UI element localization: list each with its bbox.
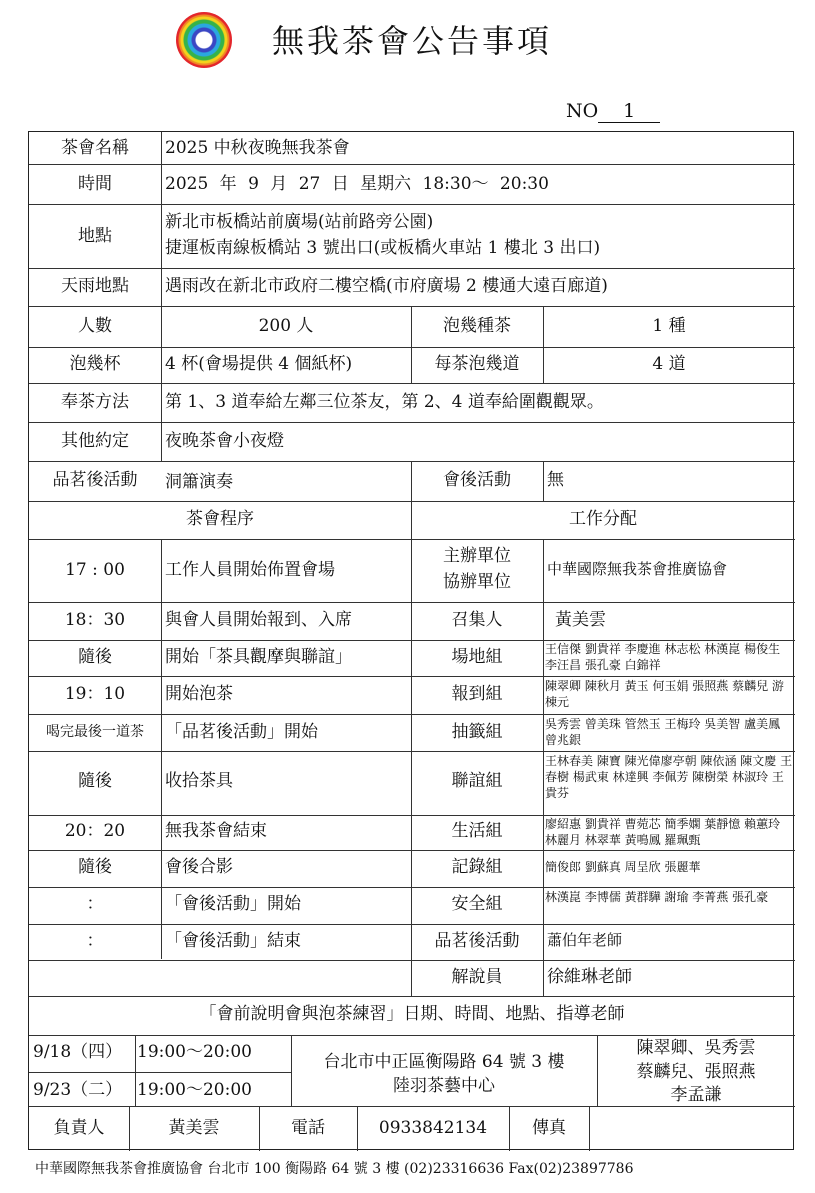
work-members: 徐維琳老師 (547, 967, 632, 987)
work-members: 陳翠卿 陳秋月 黃玉 何玉娟 張照燕 蔡麟兒 游棟元 (545, 679, 784, 710)
briefing-location-2: 陸羽茶藝中心 (393, 1076, 495, 1096)
program-item: 與會人員開始報到、入席 (165, 610, 352, 630)
tea-meeting-name: 2025 中秋夜晚無我茶會 (165, 138, 350, 158)
work-role: 安全組 (451, 894, 503, 914)
work-members: 蕭伯年老師 (547, 931, 623, 949)
label-time: 時間 (78, 174, 112, 194)
program-item: 開始「茶具觀摩與聯誼」 (165, 647, 352, 667)
no-value: 1 (598, 100, 660, 123)
person-in-charge: 黃美雲 (168, 1118, 220, 1138)
work-role: 生活組 (451, 821, 503, 841)
rainbow-logo (176, 12, 232, 68)
label-post-activity: 會後活動 (443, 470, 511, 490)
work-header: 工作分配 (569, 509, 637, 529)
program-time: 隨後 (78, 647, 112, 667)
label-people: 人數 (78, 316, 112, 336)
program-time: 20：20 (64, 821, 126, 841)
program-item: 開始泡茶 (165, 684, 233, 704)
program-item: 無我茶會結束 (165, 821, 267, 841)
program-item: 工作人員開始佈置會場 (165, 560, 335, 580)
briefing-time-2: 19:00～20:00 (137, 1080, 252, 1100)
work-role: 報到組 (451, 684, 503, 704)
document-number (566, 100, 660, 123)
briefing-date-2: 9/23（二） (33, 1080, 123, 1100)
program-time: ： (86, 894, 104, 914)
label-person-in-charge: 負責人 (53, 1118, 105, 1138)
no-label: NO (566, 100, 599, 122)
label-other-rules: 其他約定 (61, 431, 129, 451)
program-time: 17 : 00 (65, 560, 125, 580)
other-rules: 夜晚茶會小夜燈 (165, 431, 284, 451)
work-members: 黃美雲 (555, 610, 606, 630)
event-time: 2025 年 9 月 27 日 星期六 18:30～ 20:30 (165, 174, 549, 194)
program-time: 隨後 (78, 857, 112, 877)
tea-kinds: 1 種 (652, 316, 686, 336)
briefing-header: 「會前說明會與泡茶練習」日期、時間、地點、指導老師 (199, 1004, 625, 1024)
label-fax: 傳真 (532, 1118, 566, 1138)
phone-number: 0933842134 (378, 1118, 488, 1138)
label-rain-place: 天雨地點 (61, 276, 129, 296)
place-line-2: 捷運板南線板橋站 3 號出口(或板橋火車站 1 樓北 3 出口) (165, 238, 601, 258)
work-members: 王信傑 劉貴祥 李慶進 林志松 林漢崑 楊俊生 李汪昌 張孔豪 白錦祥 (545, 642, 781, 673)
work-members: 廖紹惠 劉貴祥 曹菀芯 簡季嫻 葉靜憶 賴蕙玲 林麗月 林翠華 黃鳴鳳 羅珮甄 (545, 817, 781, 848)
work-members: 林漢崑 李博儒 黃群驊 謝瑜 李菁燕 張孔豪 (545, 890, 769, 904)
work-role: 抽籤組 (451, 722, 503, 742)
program-time: 19：10 (64, 684, 126, 704)
program-time: ： (86, 931, 104, 951)
label-rounds: 每茶泡幾道 (434, 354, 520, 374)
label-cups: 泡幾杯 (69, 354, 121, 374)
work-members: 王林春美 陳寶 陳光偉廖亭朝 陳依涵 陳文慶 王春樹 楊武東 林達興 李佩芳 陳樹榮 林淑玲 王貴芬 (545, 754, 793, 801)
after-tasting-activity: 洞簫演奏 (165, 472, 233, 492)
program-header: 茶會程序 (186, 509, 254, 529)
post-activity: 無 (547, 470, 564, 490)
program-item: 「會後活動」開始 (165, 894, 301, 914)
people-count: 200 人 (258, 316, 314, 336)
program-time: 18：30 (64, 610, 126, 630)
rounds: 4 道 (652, 354, 686, 374)
program-time: 喝完最後一道茶 (46, 724, 144, 740)
place-line-1: 新北市板橋站前廣場(站前路旁公園) (165, 212, 434, 232)
briefing-location-1: 台北市中正區衡陽路 64 號 3 樓 (323, 1052, 565, 1072)
label-phone: 電話 (291, 1118, 325, 1138)
work-role: 品茗後活動 (434, 931, 520, 951)
work-role: 解說員 (451, 967, 503, 987)
program-item: 「品茗後活動」開始 (165, 722, 318, 742)
briefing-date-1: 9/18（四） (33, 1042, 123, 1062)
briefing-teachers-1: 陳翠卿、吳秀雲 (636, 1038, 756, 1058)
work-members: 簡俊郎 劉蘇真 周呈欣 張麗華 (545, 860, 701, 874)
work-role: 聯誼組 (451, 771, 503, 791)
footer-organization-info: 中華國際無我茶會推廣協會 台北市 100 衡陽路 64 號 3 樓 (02)23316636 Fax(02)23897786 (35, 1161, 634, 1177)
cups: 4 杯(會場提供 4 個紙杯) (165, 354, 353, 374)
program-item: 收拾茶具 (165, 771, 233, 791)
rain-place: 遇雨改在新北市政府二樓空橋(市府廣場 2 樓通大遠百廊道) (165, 276, 608, 296)
label-place: 地點 (78, 226, 112, 246)
label-tea-meeting-name: 茶會名稱 (61, 138, 129, 158)
program-item: 「會後活動」結束 (165, 931, 301, 951)
host-organization: 中華國際無我茶會推廣協會 (547, 560, 728, 578)
work-role: 召集人 (451, 610, 503, 630)
announcement-table (28, 131, 794, 1150)
work-role: 記錄組 (451, 857, 503, 877)
briefing-teachers-3: 李孟謙 (670, 1085, 722, 1105)
serving-method: 第 1、3 道奉給左鄰三位茶友，第 2、4 道奉給圍觀觀眾。 (165, 392, 604, 412)
work-members: 吳秀雲 曾美珠 管然玉 王梅玲 吳美智 盧美鳳 曾兆銀 (545, 717, 781, 748)
briefing-time-1: 19:00～20:00 (137, 1042, 252, 1062)
program-time: 隨後 (78, 771, 112, 791)
label-after-tasting: 品茗後活動 (52, 470, 138, 490)
work-role: 場地組 (451, 647, 503, 667)
page-title: 無我茶會公告事項 (272, 22, 553, 60)
program-item: 會後合影 (165, 857, 233, 877)
label-serving-method: 奉茶方法 (61, 392, 129, 412)
briefing-teachers-2: 蔡麟兒、張照燕 (636, 1062, 756, 1082)
host-label: 主辦單位 (443, 546, 511, 566)
label-tea-kinds: 泡幾種茶 (443, 316, 511, 336)
co-host-label: 協辦單位 (443, 572, 511, 592)
